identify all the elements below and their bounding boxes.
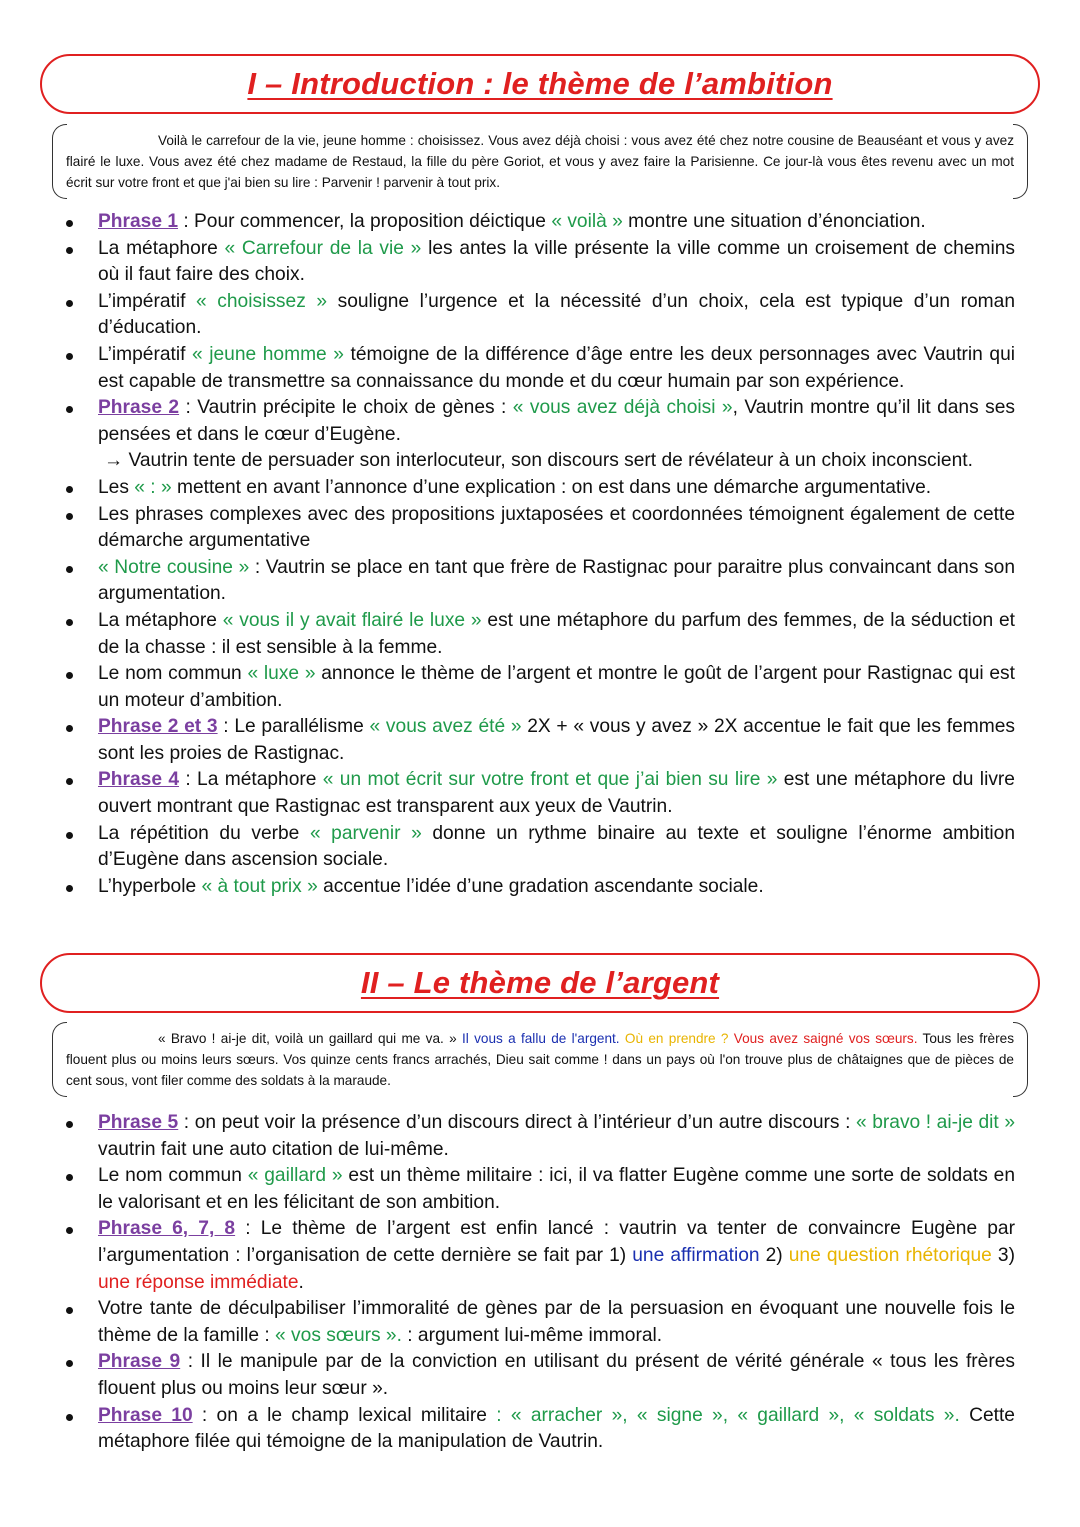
bullet-icon [66,1174,73,1181]
list-item: Phrase 10 : on a le champ lexical militaire : « arracher », « signe », « gaillard », « soldats ». Cette métaphore filée qui témoigne de la manipulation de Vautrin. [50,1403,1015,1456]
bracket-left [52,1022,67,1097]
quote-text: Voilà le carrefour de la vie, jeune homme : choisissez. Vous avez déjà choisi : vous avez été chez notre cousine de Beauséant et vous y avez flairé le luxe. Vous avez été chez madame de Restaud, la fille du père Goriot, et vous y avez faire la Parisienne. Ce jour-là vous êtes revenu avec un mot écrit sur votre front et que j'ai bien su lire : Parvenir ! parvenir à tout prix. [66,133,1014,190]
bullet-icon [66,1121,73,1128]
list-item: La métaphore « Carrefour de la vie » les antes la ville présente la ville comme un croisement de chemins où il faut faire des choix. [50,236,1015,289]
bullet-icon [66,1360,73,1367]
list-item: Votre tante de déculpabiliser l’immoralité de gènes par de la persuasion en évoquant une nouvelle fois le thème de la famille : « vos sœurs ». : argument lui-même immoral. [50,1296,1015,1349]
bullet-icon [66,1227,73,1234]
section-2-header [40,953,1040,1013]
list-item: Phrase 1 : Pour commencer, la proposition déictique « voilà » montre une situation d’énonciation. [50,209,1015,236]
bullet-icon [66,832,73,839]
list-item: La métaphore « vous il y avait flairé le luxe » est une métaphore du parfum des femmes, de la séduction et de la chasse : il est sensible à la femme. [50,608,1015,661]
bullet-icon [66,406,73,413]
list-item: « Notre cousine » : Vautrin se place en tant que frère de Rastignac pour paraitre plus convaincant dans son argumentation. [50,555,1015,608]
bullet-icon [66,353,73,360]
list-item: Les phrases complexes avec des propositions juxtaposées et coordonnées témoignent également de cette démarche argumentative [50,502,1015,555]
bullet-icon [66,220,73,227]
bullet-icon [66,725,73,732]
bullet-icon [66,1307,73,1314]
bullet-icon [66,513,73,520]
list-item: Le nom commun « gaillard » est un thème militaire : ici, il va flatter Eugène comme une sorte de soldats en le valorisant et en les félicitant de son ambition. [50,1163,1015,1216]
bullet-icon [66,247,73,254]
section-1-header [40,54,1040,114]
bullet-icon [66,619,73,626]
list-item: Le nom commun « luxe » annonce le thème de l’argent et montre le goût de l’argent pour Rastignac qui est un moteur d’ambition. [50,661,1015,714]
list-item: Phrase 4 : La métaphore « un mot écrit sur votre front et que j’ai bien su lire » est une métaphore du livre ouvert montrant que Rastignac est transparent aux yeux de Vautrin. [50,767,1015,820]
list-item: L’impératif « jeune homme » témoigne de la différence d’âge entre les deux personnages avec Vautrin qui est capable de transmettre sa connaissance du monde et du cœur humain par son expérience. [50,342,1015,395]
arrow-note: → Vautrin tente de persuader son interlocuteur, son discours sert de révélateur à un choix inconscient. [104,450,973,472]
list-item: Phrase 9 : Il le manipule par de la conviction en utilisant du présent de vérité générale « tous les frères flouent plus ou moins leur sœur ». [50,1349,1015,1402]
bullet-icon [66,1414,73,1421]
list-item: L’hyperbole « à tout prix » accentue l’idée d’une gradation ascendante sociale. [50,874,1015,901]
list-item: La répétition du verbe « parvenir » donne un rythme binaire au texte et souligne l’énorme ambition d’Eugène dans ascension sociale. [50,821,1015,874]
list-item: Les « : » mettent en avant l’annonce d’une explication : on est dans une démarche argumentative. [50,475,1015,502]
list-item: Phrase 2 : Vautrin précipite le choix de gènes : « vous avez déjà choisi », Vautrin montre qu’il lit dans ses pensées et dans le cœur d’Eugène. → Vautrin tente de persuader son interlocuteur, son discours sert de révélateur à un choix inconscient. [50,395,1015,475]
section-2-title: II – Le thème de l’argent [360,965,720,1000]
section-2-bullets [50,1110,1015,1456]
quote-text: « Bravo ! ai-je dit, voilà un gaillard qui me va. » Il vous a fallu de l'argent. Où en prendre ? Vous avez saigné vos sœurs. Tous les frères flouent plus ou moins leurs sœurs. Vos quinze cents francs arrachés, Dieu sait comme ! dans un pays où l'on trouve plus de châtaignes que de pièces de cent sous, vont filer comme des soldats à la maraude. [66,1031,1014,1088]
bullet-icon [66,672,73,679]
bullet-icon [66,778,73,785]
bullet-icon [66,486,73,493]
bullet-icon [66,300,73,307]
list-item: Phrase 5 : on peut voir la présence d’un discours direct à l’intérieur d’un autre discours : « bravo ! ai-je dit » vautrin fait une auto citation de lui-même. [50,1110,1015,1163]
bracket-right [1013,124,1028,199]
bracket-left [52,124,67,199]
list-item: L’impératif « choisissez » souligne l’urgence et la nécessité d’un choix, cela est typique d’un roman d’éducation. [50,289,1015,342]
section-1-title: I – Introduction : le thème de l’ambition [247,66,833,101]
bullet-icon [66,566,73,573]
bullet-icon [66,885,73,892]
list-item: Phrase 2 et 3 : Le parallélisme « vous avez été » 2X + « vous y avez » 2X accentue le fait que les femmes sont les proies de Rastignac. [50,714,1015,767]
section-1-quote [52,124,1028,199]
bracket-right [1013,1022,1028,1097]
list-item: Phrase 6, 7, 8 : Le thème de l’argent est enfin lancé : vautrin va tenter de convaincre Eugène par l’argumentation : l’organisation de cette dernière se fait par 1) une affirmation 2) une question rhétorique 3) une réponse immédiate. [50,1216,1015,1296]
section-1-bullets [50,209,1015,900]
section-2-quote [52,1022,1028,1097]
